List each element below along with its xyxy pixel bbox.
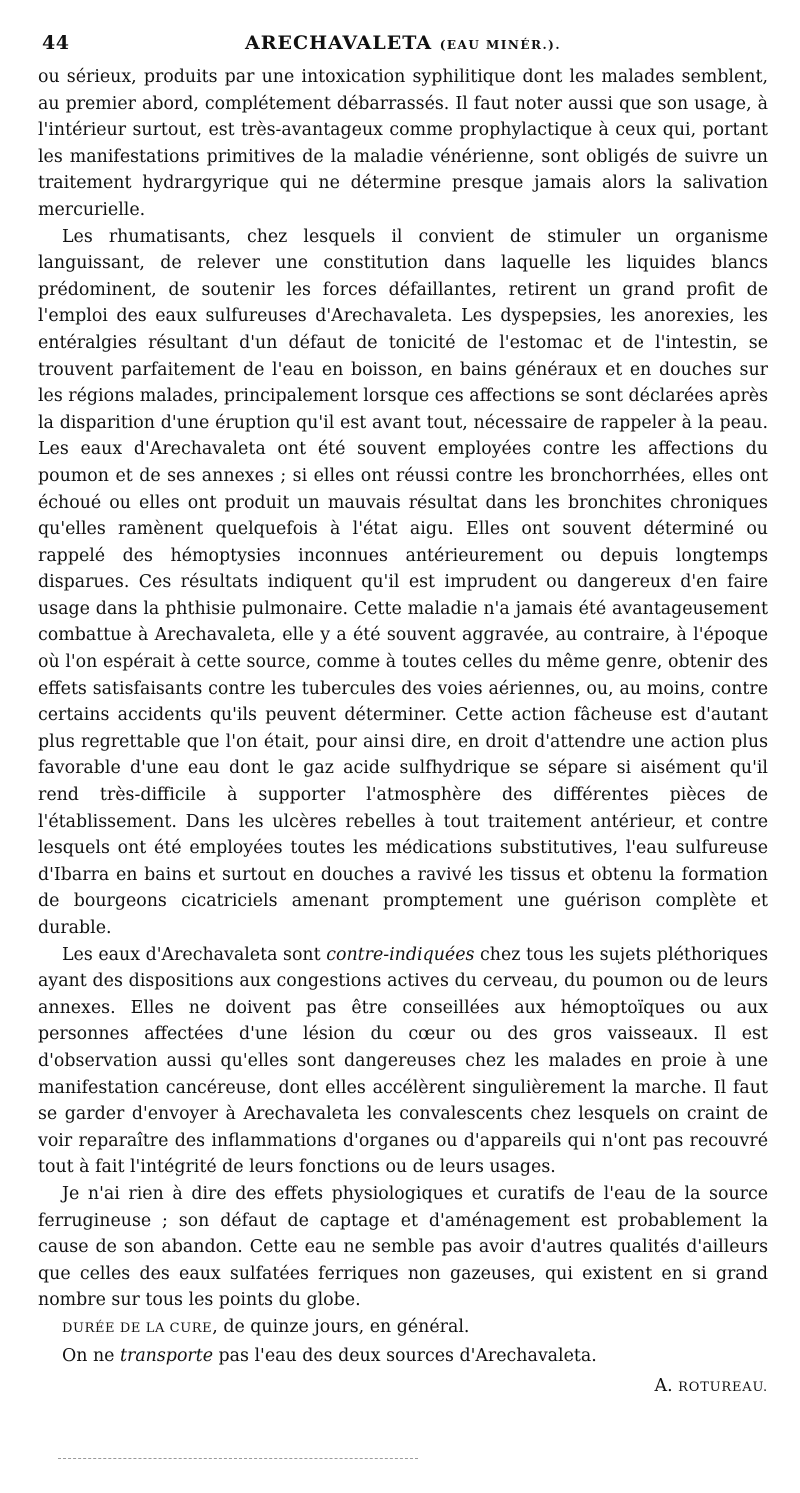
author-name: ROTUREAU. xyxy=(678,1380,768,1396)
running-title-main: ARECHAVALETA xyxy=(244,32,433,54)
transport-text: On ne xyxy=(62,1345,121,1366)
paragraph-source-ferrugineuse: Je n'ai rien à dire des effets physiologiques et curatifs de l'eau de la source ferrugineuse ; son défaut de captage et d'aménagement est probablement la cause de son abandon. Cette eau ne semble pas avoir d'autres qualités d'ailleurs que celles des eaux sulfatées ferriques non gazeuses, qui existent en si grand nombre sur tous les points du globe. xyxy=(38,1183,768,1311)
running-title xyxy=(38,32,768,54)
running-header xyxy=(38,28,768,64)
running-title-small: (EAU MINÉR.). xyxy=(439,38,562,52)
page-number: 44 xyxy=(42,32,70,54)
document-page xyxy=(38,28,768,1402)
paragraph-continuation: ou sérieux, produits par une intoxication syphilitique dont les malades semblent, au premier abord, complétement débarrassés. Il faut noter aussi que son usage, à l'intérieur surtout, est très-avantageux comme prophylactique à ceux qui, portant les manifestations primitives de la maladie vénérienne, sont obligés de suivre un traitement hydrargyrique qui ne détermine presque jamais alors la salivation mercurielle. xyxy=(38,67,768,220)
paragraph-transport xyxy=(38,1343,768,1370)
duree-text: , de quinze jours, en général. xyxy=(212,1316,470,1337)
author-initial: A. xyxy=(654,1376,679,1397)
paragraph-duree-cure xyxy=(38,1314,768,1343)
author-signature xyxy=(38,1373,768,1402)
body-text xyxy=(38,64,768,1369)
footer-rule xyxy=(58,1458,418,1459)
paragraph-text: chez tous les sujets pléthoriques ayant des dispositions aux congestions actives du cerveau, du poumon ou de leurs annexes. Elles ne doivent pas être conseillées aux hémoptoïques ou aux personnes affectées d'une lésion du cœur ou des gros vaisseaux. Il est d'observation aussi qu'elles sont dangereuses chez les malades en proie à une manifestation cancéreuse, dont elles accélèrent singulièrement la marche. Il faut se garder d'envoyer à Arechavaleta les convalescents chez lesquels on craint de voir reparaître des inflammations d'organes ou d'appareils qui n'ont pas recouvré tout à fait l'intégrité de leurs fonctions ou de leurs usages. xyxy=(38,944,768,1178)
emphasis-transporte: transporte xyxy=(120,1345,214,1366)
emphasis-contre-indiquees: contre-indiquées xyxy=(326,944,475,965)
paragraph-rhumatisants: Les rhumatisants, chez lesquels il convient de stimuler un organisme languissant, de relever une constitution dans laquelle les liquides blancs prédominent, de soutenir les forces défaillantes, retirent un grand profit de l'emploi des eaux sulfureuses d'Arechavaleta. Les dyspepsies, les anorexies, les entéralgies résultant d'un défaut de tonicité de l'estomac et de l'intestin, se trouvent parfaitement de l'eau en boisson, en bains généraux et en douches sur les régions malades, principalement lorsque ces affections se sont déclarées après la disparition d'une éruption qu'il est avant tout, nécessaire de rappeler à la peau. Les eaux d'Arechavaleta ont été souvent employées contre les affections du poumon et de ses annexes ; si elles ont réussi contre les bronchorrhées, elles ont échoué ou elles ont produit un mauvais résultat dans les bronchites chroniques qu'elles ramènent quelquefois à l'état aigu. Elles ont souvent déterminé ou rappelé des hémoptysies inconnues antérieurement ou depuis longtemps disparues. Ces résultats indiquent qu'il est imprudent ou dangereux d'en faire usage dans la phthisie pulmonaire. Cette maladie n'a jamais été avantageusement combattue à Arechavaleta, elle y a été souvent aggravée, au contraire, à l'époque où l'on espérait à cette source, comme à toutes celles du même genre, obtenir des effets satisfaisants contre les tubercules des voies aériennes, ou, au moins, contre certains accidents qu'ils peuvent déterminer. Cette action fâcheuse est d'autant plus regrettable que l'on était, pour ainsi dire, en droit d'attendre une action plus favorable d'une eau dont le gaz acide sulfhydrique se sépare si aisément qu'il rend très-difficile à supporter l'atmosphère des différentes pièces de l'établissement. Dans les ulcères rebelles à tout traitement antérieur, et contre lesquels ont été employées toutes les médications substitutives, l'eau sulfureuse d'Ibarra en bains et surtout en douches a ravivé les tissus et obtenu la formation de bourgeons cicatriciels amenant promptement une guérison complète et durable. xyxy=(38,226,768,938)
duree-label: DURÉE DE LA CURE xyxy=(62,1320,213,1336)
paragraph-contre-indications xyxy=(38,942,768,1181)
paragraph-text: Les eaux d'Arechavaleta sont xyxy=(62,944,327,965)
transport-text: pas l'eau des deux sources d'Arechavaleta. xyxy=(213,1345,597,1366)
